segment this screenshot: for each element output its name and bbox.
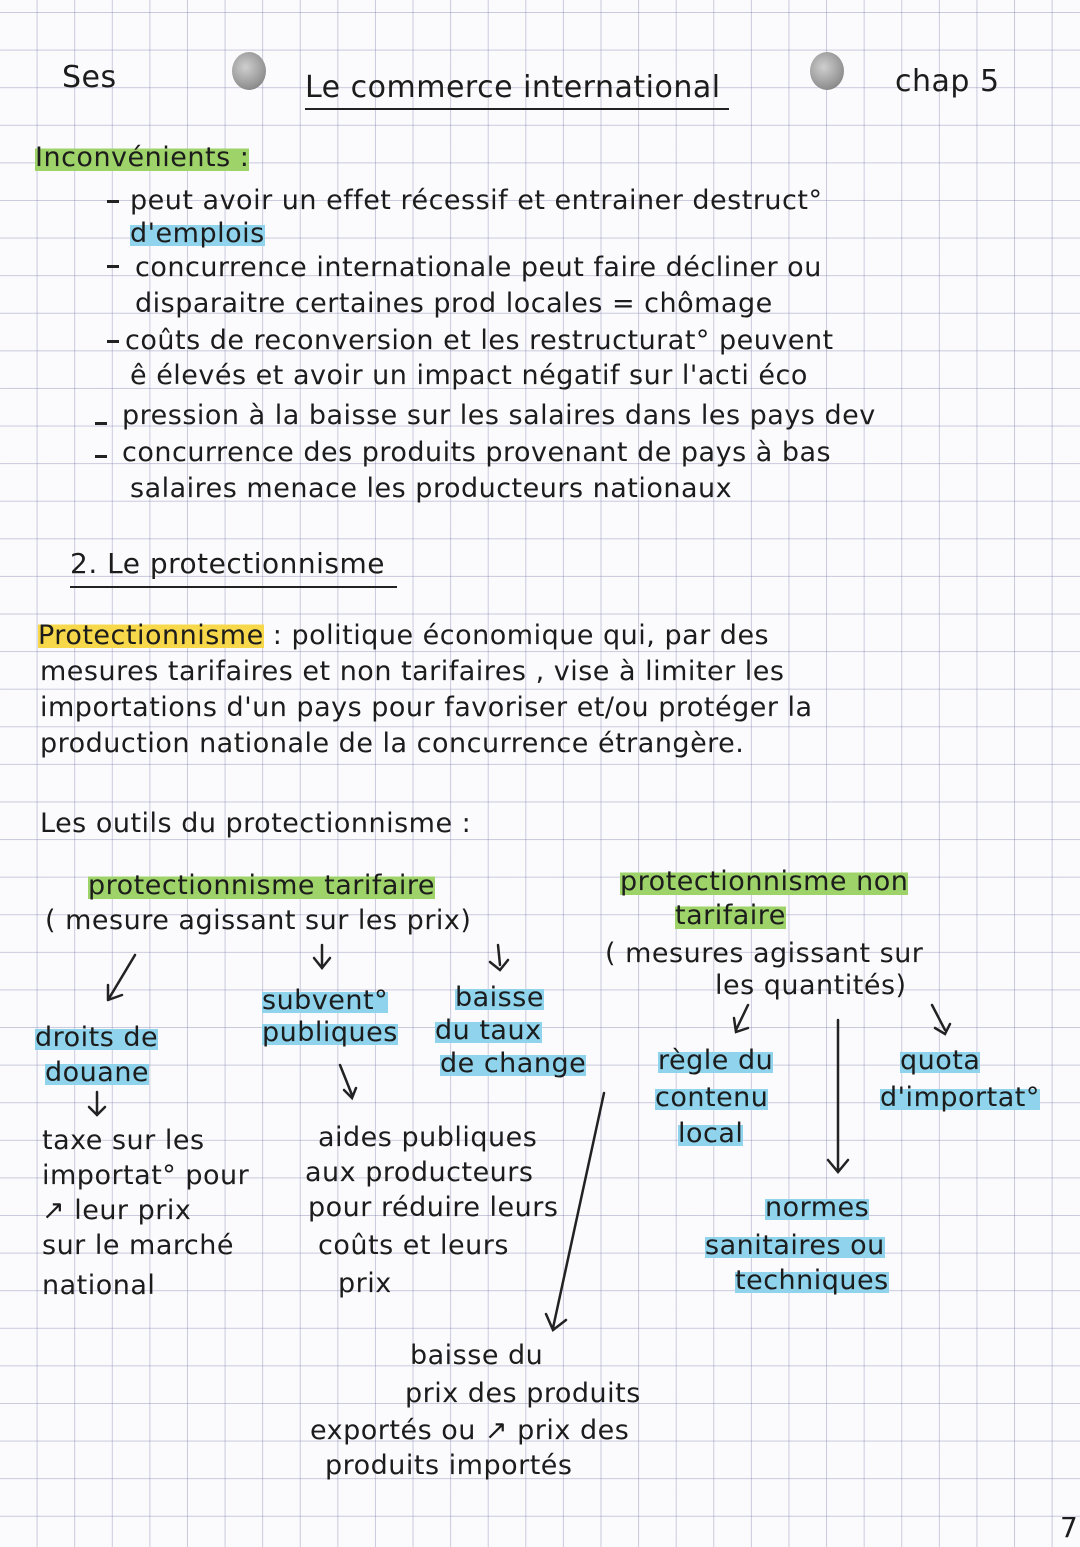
change-detail-1: baisse du (410, 1340, 544, 1371)
quota-label-2: d'importat° (880, 1082, 1040, 1113)
contenu-label-3: local (678, 1118, 744, 1149)
definition-line-1: Protectionnisme : politique économique qui, par des (38, 620, 770, 651)
chapter-label: chap 5 (895, 64, 1000, 99)
droits-detail-4: sur le marché (42, 1230, 234, 1261)
arrow-icon (932, 1005, 950, 1034)
binder-hole-right (810, 52, 844, 90)
change-label-3: de change (440, 1048, 587, 1079)
non-tarifaire-title-1: protectionnisme non (620, 866, 909, 897)
droits-label-2: douane (45, 1057, 150, 1088)
tarifaire-title: protectionnisme tarifaire (88, 870, 436, 901)
bullet-dash (107, 265, 119, 268)
droits-detail-3: ↗ leur prix (42, 1195, 192, 1226)
arrow-icon (490, 945, 508, 970)
inconvenient-item-1: peut avoir un effet récessif et entrainer destruct° (130, 185, 823, 216)
droits-detail-1: taxe sur les (42, 1125, 205, 1156)
arrow-icon (340, 1065, 356, 1098)
normes-label-2: sanitaires ou (705, 1230, 885, 1261)
subject-label: Ses (62, 60, 117, 95)
normes-label-1: normes (765, 1192, 870, 1223)
contenu-label-2: contenu (655, 1082, 769, 1113)
section-heading: 2. Le protectionnisme (70, 548, 397, 588)
subventions-label-1: subvent° (262, 985, 389, 1016)
bullet-dash (107, 200, 119, 203)
inconvenient-item-4: pression à la baisse sur les salaires dans les pays dev (122, 400, 876, 431)
subventions-detail-4: coûts et leurs (318, 1230, 509, 1261)
subventions-label-2: publiques (262, 1017, 398, 1048)
non-tarifaire-subtitle-1: ( mesures agissant sur (605, 938, 924, 969)
subventions-detail-2: aux producteurs (305, 1157, 534, 1188)
droits-detail-5: national (42, 1270, 156, 1301)
inconvenient-item-2: concurrence internationale peut faire décliner ou (135, 252, 822, 283)
arrow-icon (314, 945, 330, 968)
inconvenient-item-1-cont: d'emplois (130, 218, 265, 249)
subventions-detail-3: pour réduire leurs (308, 1192, 559, 1223)
change-detail-4: produits importés (325, 1450, 573, 1481)
arrow-icon (108, 955, 135, 1000)
definition-line-3: importations d'un pays pour favoriser et/ou protéger la (40, 692, 813, 723)
page-number: 7 (1060, 1511, 1079, 1544)
binder-hole-left (232, 52, 266, 90)
inconvenient-item-5-cont: salaires menace les producteurs nationaux (130, 473, 733, 504)
change-detail-3: exportés ou ↗ prix des (310, 1415, 630, 1446)
droits-detail-2: importat° pour (42, 1160, 250, 1191)
quota-label-1: quota (900, 1045, 981, 1076)
tarifaire-subtitle: ( mesure agissant sur les prix) (45, 905, 472, 936)
droits-label-1: droits de (35, 1022, 159, 1053)
definition-line-2: mesures tarifaires et non tarifaires , vise à limiter les (40, 656, 785, 687)
inconvenient-item-3: coûts de reconversion et les restructurat° peuvent (125, 325, 834, 356)
contenu-label-1: règle du (658, 1045, 774, 1076)
subventions-detail-1: aides publiques (318, 1122, 538, 1153)
inconvenient-item-3-cont: ê élevés et avoir un impact négatif sur l'acti éco (130, 360, 808, 391)
definition-line-4: production nationale de la concurrence étrangère. (40, 728, 745, 759)
arrow-icon (734, 1005, 748, 1032)
normes-label-3: techniques (735, 1265, 889, 1296)
change-label-2: du taux (435, 1015, 542, 1046)
non-tarifaire-subtitle-2: les quantités) (715, 970, 907, 1001)
inconvenient-item-2-cont: disparaitre certaines prod locales = chômage (135, 288, 773, 319)
subventions-detail-5: prix (338, 1268, 392, 1299)
page-title: Le commerce international (305, 72, 729, 110)
inconvenients-heading: Inconvénients : (35, 142, 250, 173)
definition-term: Protectionnisme (38, 620, 264, 651)
change-detail-2: prix des produits (405, 1378, 641, 1409)
change-label-1: baisse (455, 982, 544, 1013)
bullet-dash (95, 422, 107, 425)
inconvenient-item-5: concurrence des produits provenant de pays à bas (122, 437, 832, 468)
non-tarifaire-title-2: tarifaire (675, 900, 786, 931)
tools-heading: Les outils du protectionnisme : (40, 808, 472, 839)
bullet-dash (107, 340, 119, 343)
arrow-icon (89, 1092, 105, 1115)
arrow-icon (828, 1020, 848, 1172)
bullet-dash (95, 455, 107, 458)
